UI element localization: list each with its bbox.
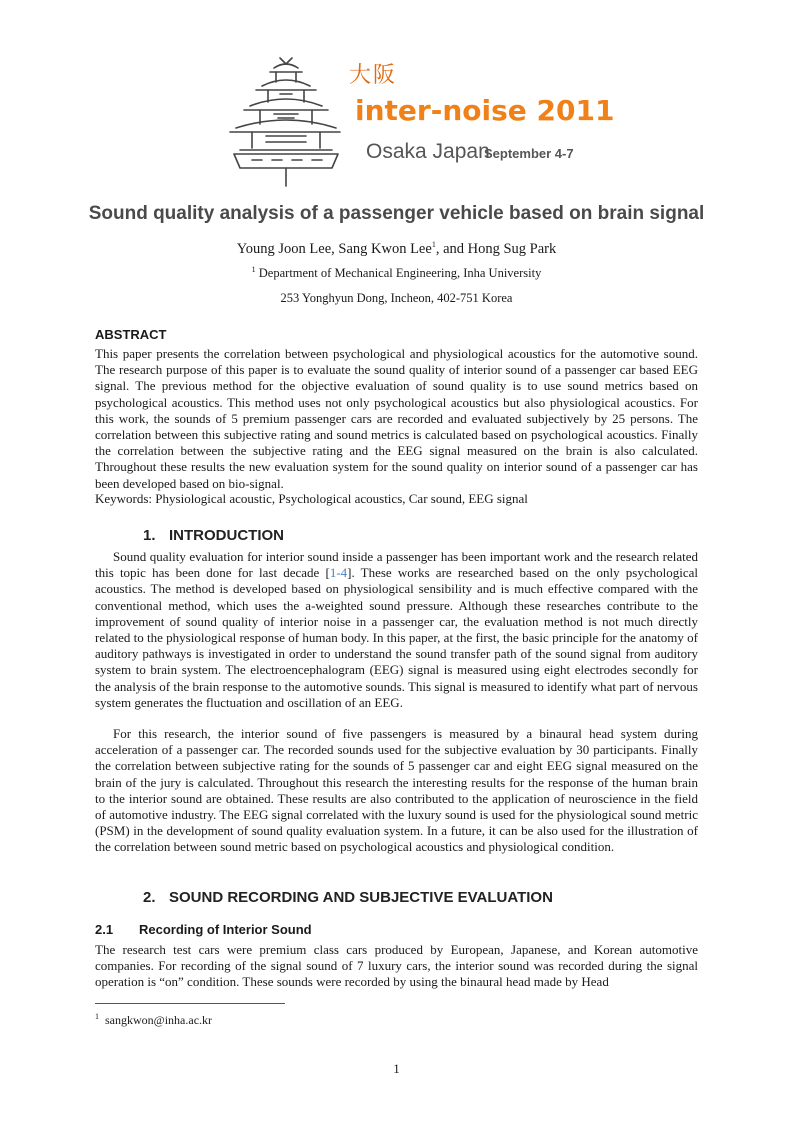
recording-paragraph: The research test cars were premium class cars produced by European, Japanese, and Korean automotive companies. For recording of the signal sound of 7 luxury cars, the interior sound was recorded during the signal operation is “on” condition. These sounds were recorded by using the binaural head made by Head xyxy=(95,942,698,990)
intro-paragraph-1 xyxy=(95,549,698,711)
author-affil-mark: 1 xyxy=(431,240,436,250)
subsection-heading xyxy=(95,922,312,937)
section-title: INTRODUCTION xyxy=(169,527,284,544)
subsection-title: Recording of Interior Sound xyxy=(139,922,312,937)
section-heading-sound-recording xyxy=(143,889,553,906)
osaka-castle-icon xyxy=(222,50,342,190)
section-title: SOUND RECORDING AND SUBJECTIVE EVALUATION xyxy=(169,889,553,906)
citation-link[interactable]: 1-4 xyxy=(329,565,348,581)
intro-text-b: ]. These works are researched based on the only psychological acoustics. The method is developed based on physiological sensibility and is much effective compared with the conventional method, which uses the a-weighted sound pressure. Although these researches contribute to the improvement of sound quality of interior noise in a passenger car, the evaluation method is not much directly related to the physiological response of human body. In this paper, at the first, the basic principle for the anatomy of auditory pathways is investigated in order to understand the sound transfer path of the sound signal from auditory system to brain system. The electroencephalogram (EEG) signal is measured using eight electrodes secondly for the analysis of the brain response to the automotive sounds. This signal is measured to identify what part of nervous system generates the fluctuation and oscillation of an EEG. xyxy=(95,565,698,710)
section-heading-introduction xyxy=(143,527,284,544)
authors-part1: Young Joon Lee, Sang Kwon Lee xyxy=(236,241,432,257)
conference-logo xyxy=(222,50,615,190)
abstract-heading: ABSTRACT xyxy=(95,327,167,342)
intro-text-a: Sound quality evaluation for interior sound inside a passenger has been important work and the research related this topic has been done for last decade [ xyxy=(95,549,698,581)
keywords: Keywords: Physiological acoustic, Psychological acoustics, Car sound, EEG signal xyxy=(95,491,528,506)
intro-paragraph-2: For this research, the interior sound of five passengers is measured by a binaural head system during acceleration of a passenger car. The recorded sounds used for the subjective evaluation by 30 participants. Finally the correlation between subjective rating for the sounds of 5 passenger car and eight EEG signal measured on the brain of the jury is calculated. Throughout this research the interesting results for the response of the human brain to the interior sound are obtained. These results are also contributed to the application of neuroscience in the field of automotive industry. The EEG signal correlated with the luxury sound is used for the physiological sound metric (PSM) in the development of sound quality evaluation system. In a future, it can be also used for the illustration of the correlation between sound metric based on psychological acoustics and physiological condition. xyxy=(95,726,698,855)
conference-dates: September 4-7 xyxy=(484,146,574,161)
conference-name: inter-noise 2011 xyxy=(355,94,615,127)
address: 253 Yonghyun Dong, Incheon, 402-751 Korea xyxy=(280,291,513,305)
affiliation-text: Department of Mechanical Engineering, Inha University xyxy=(255,266,542,280)
footnote-mark: 1 xyxy=(95,1012,99,1021)
osaka-kanji: 大阪 xyxy=(349,63,398,88)
author-list xyxy=(0,241,793,258)
footnote-divider xyxy=(95,1003,285,1004)
abstract-body: This paper presents the correlation between psychological and physiological acoustics for the automotive sound. The research purpose of this paper is to evaluate the sound quality of interior sound of a passenger car based EEG signal. The previous method for the objective evaluation of sound quality is to use sound metrics based on psychological acoustics. This method uses not only psychological acoustics but also physiological acoustics. For this work, the sounds of 5 premium passenger cars are recorded and evaluated subjectively by 25 persons. The correlation between this subjective rating and sound metrics is calculated based on psychological acoustics. Finally the correlation between the subjective rating and the EEG signal measured on the brain is also calculated. Throughout these results the new evaluation system for the sound quality on interior sound of a passenger car has been developed based on bio-signal. xyxy=(95,346,698,491)
footnote-email: sangkwon@inha.ac.kr xyxy=(105,1013,213,1027)
authors-part2: , and Hong Sug Park xyxy=(435,241,557,257)
section-number: 1. xyxy=(143,527,156,544)
subsection-number: 2.1 xyxy=(95,922,114,937)
affiliation-mark: 1 xyxy=(251,264,256,274)
conference-city: Osaka Japan xyxy=(366,140,490,163)
page-number: 1 xyxy=(393,1061,400,1076)
footnote xyxy=(95,1013,212,1028)
section-number: 2. xyxy=(143,889,156,906)
paper-title: Sound quality analysis of a passenger vehicle based on brain signal xyxy=(88,203,705,224)
affiliation xyxy=(0,266,793,281)
